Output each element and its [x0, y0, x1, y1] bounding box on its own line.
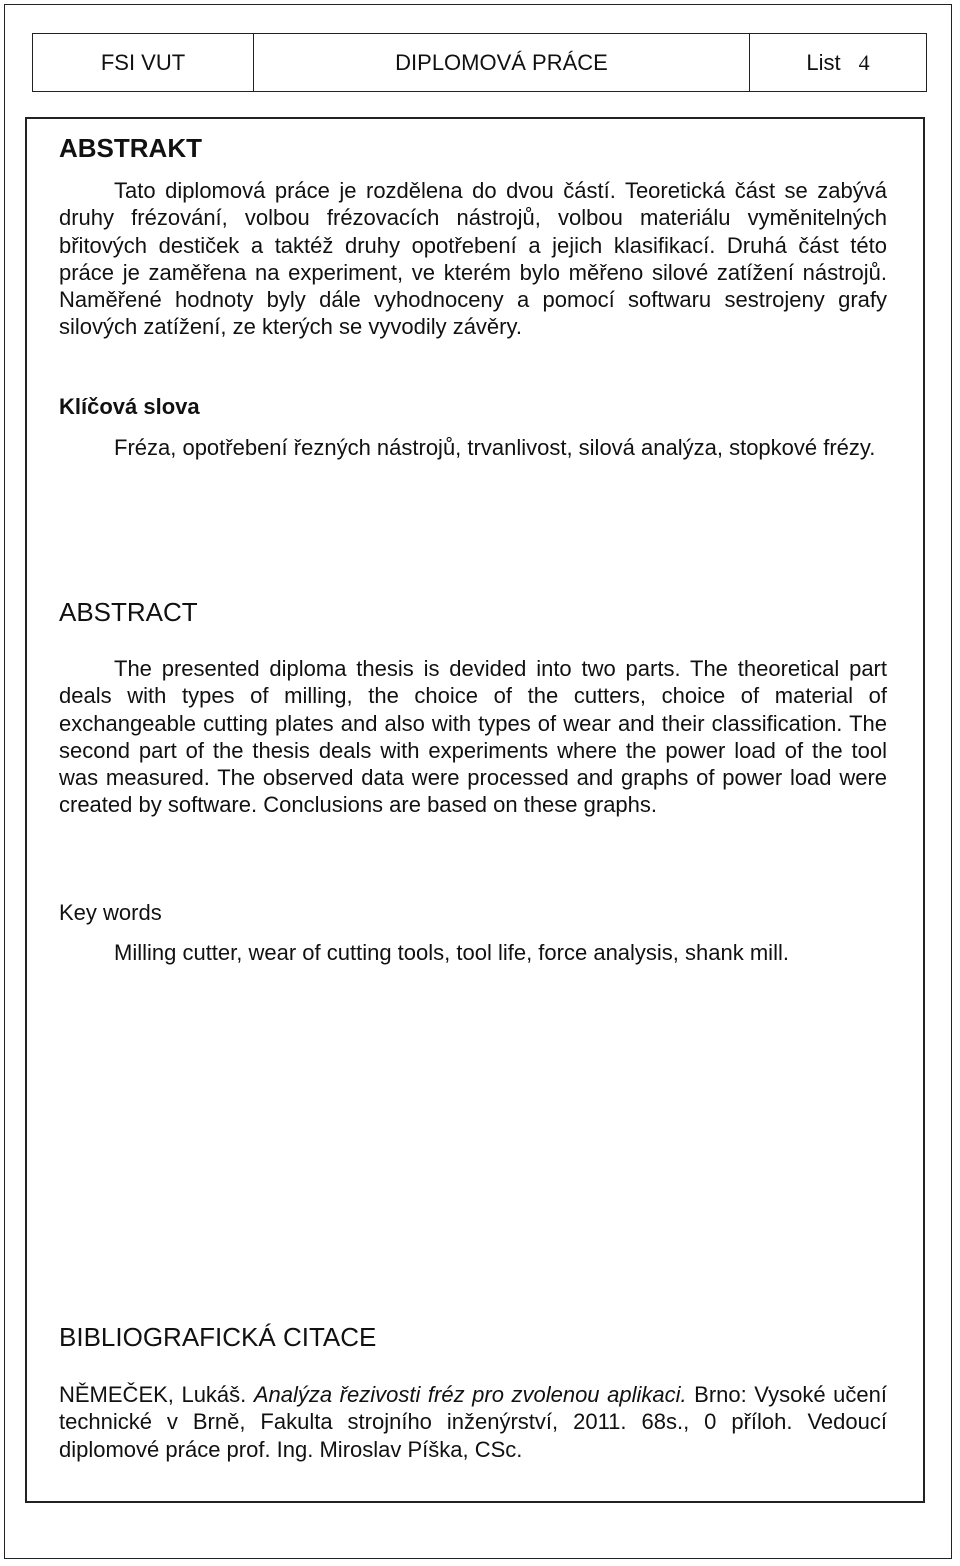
abstract-text: The presented diploma thesis is devided into two parts. The theoretical part deals with types of milling, the choice of the cutters, choice of material of exchangeable cutting plates and also with types of wear and their classification. The second part of the thesis deals with experiments where the power load of the tool was measured. The observed data were processed and graphs of power load were created by software. Conclusions are based on these graphs. — [59, 656, 887, 818]
header-school-text: FSI VUT — [100, 49, 186, 75]
klicova-slova-text: Fréza, opotřebení řezných nástrojů, trvanlivost, silová analýza, stopkové frézy. — [114, 435, 876, 460]
citation-publisher: Brno: Vysoké učení technické v Brně, Fakulta strojního inženýrství, 2011. 68s., 0 příloh. Vedoucí diplomové práce prof. Ing. Miroslav Píška, CSc. — [59, 1382, 887, 1462]
key-words-heading: Key words — [59, 900, 162, 925]
header-sheet-number: 4 — [858, 49, 870, 75]
abstrakt-heading: ABSTRAKT — [59, 133, 202, 163]
abstrakt-text: Tato diplomová práce je rozdělena do dvou částí. Teoretická část se zabývá druhy frézování, volbou frézovacích nástrojů, volbou materiálu vyměnitelných břitových destiček a taktéž druhy opotřebení a jejich klasifikací. Druhá část této práce je zaměřena na experiment, ve kterém bylo měřeno silové zatížení nástrojů. Naměřené hodnoty byly dále vyhodnoceny a pomocí softwaru sestrojeny grafy silových zatížení, ze kterých se vyvodily závěry. — [59, 178, 887, 340]
header-doc-type-text: DIPLOMOVÁ PRÁCE — [395, 49, 608, 75]
header-school — [33, 34, 254, 91]
abstract-heading: ABSTRACT — [59, 597, 198, 627]
citation-heading: BIBLIOGRAFICKÁ CITACE — [59, 1322, 377, 1352]
header-sheet-label: List — [806, 49, 841, 75]
citation-author: NĚMEČEK, Lukáš. — [59, 1382, 247, 1407]
page-header — [32, 33, 927, 92]
header-sheet — [750, 34, 926, 91]
header-doc-type — [254, 34, 750, 91]
citation-text — [59, 1381, 887, 1463]
key-words-text: Milling cutter, wear of cutting tools, tool life, force analysis, shank mill. — [114, 940, 789, 965]
klicova-slova-heading: Klíčová slova — [59, 394, 200, 419]
citation-work-title: Analýza řezivosti fréz pro zvolenou aplikaci. — [253, 1382, 687, 1407]
